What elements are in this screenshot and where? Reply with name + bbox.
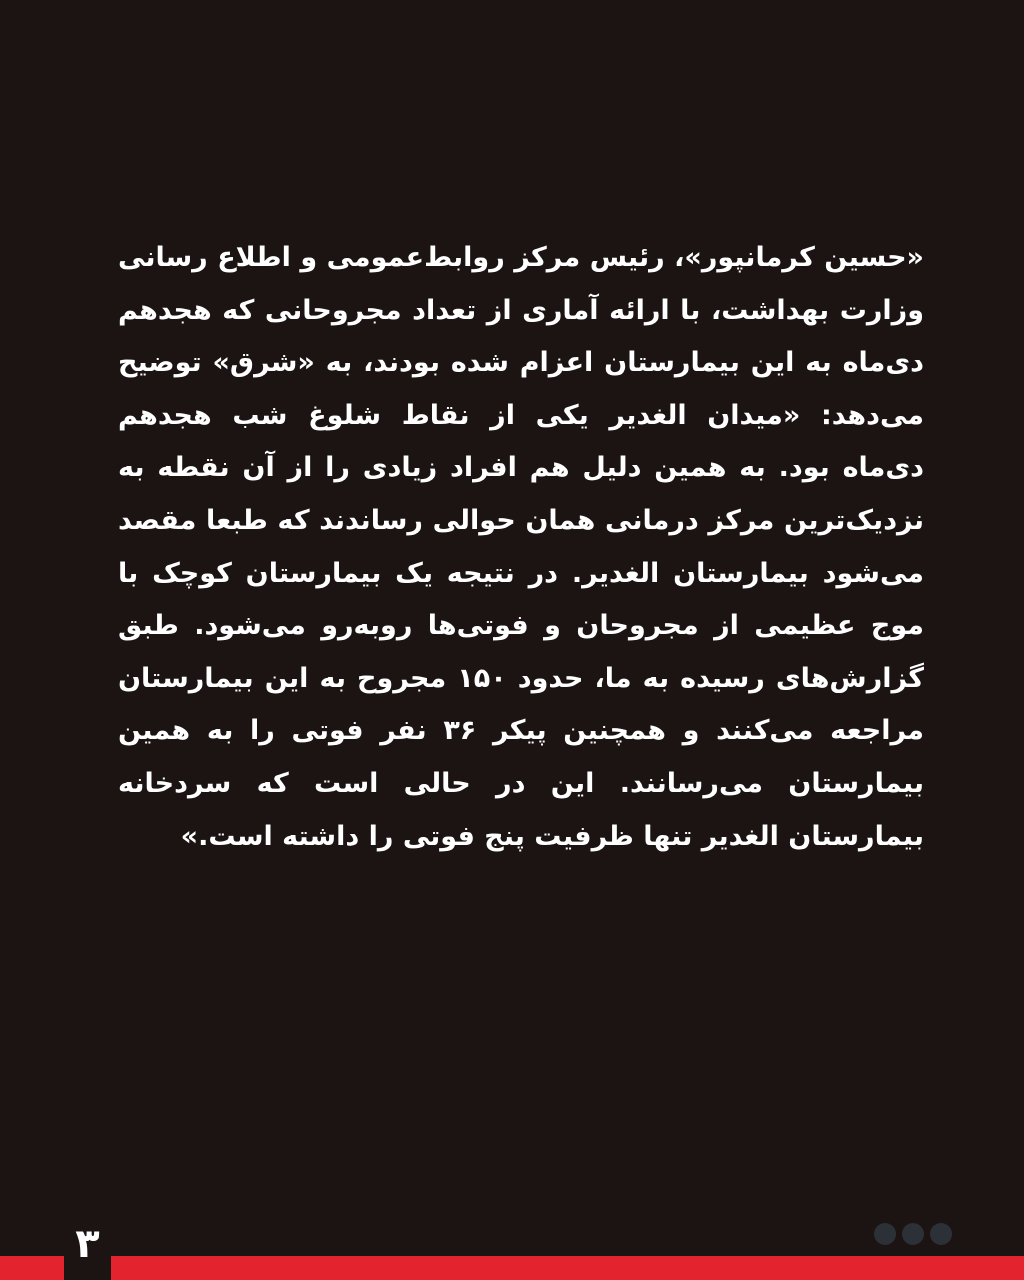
dot-icon <box>874 1223 896 1245</box>
article-body: «حسین کرمانپور»، رئیس مرکز روابط‌عمومی و اطلاع رسانی وزارت بهداشت، با ارائه آماری از تعداد مجروحانی که هجدهم دی‌ماه به این بیمارستان اعزام شده بودند، به «شرق» توضیح می‌دهد: «میدان الغدیر یکی از نقاط شلوغ شب هجدهم دی‌ماه بود. به همین دلیل هم افراد زیادی را از آن نقطه به نزدیک‌ترین مرکز درمانی همان حوالی رساندند که طبعا مقصد می‌شود بیمارستان الغدیر. در نتیجه یک بیمارستان کوچک با موج عظیمی از مجروحان و فوتی‌ها روبه‌رو می‌شود. طبق گزارش‌های رسیده به ما، حدود ۱۵۰ مجروح به این بیمارستان مراجعه می‌کنند و همچنین پیکر ۳۶ نفر فوتی را به همین بیمارستان می‌رسانند. این در حالی است که سردخانه بیمارستان الغدیر تنها ظرفیت پنج فوتی را داشته است.» <box>118 242 924 852</box>
pagination-dots <box>874 1223 952 1245</box>
dot-icon <box>902 1223 924 1245</box>
page-number: ۳ <box>64 1216 111 1280</box>
dot-icon <box>930 1223 952 1245</box>
bottom-accent-bar <box>0 1256 1024 1280</box>
